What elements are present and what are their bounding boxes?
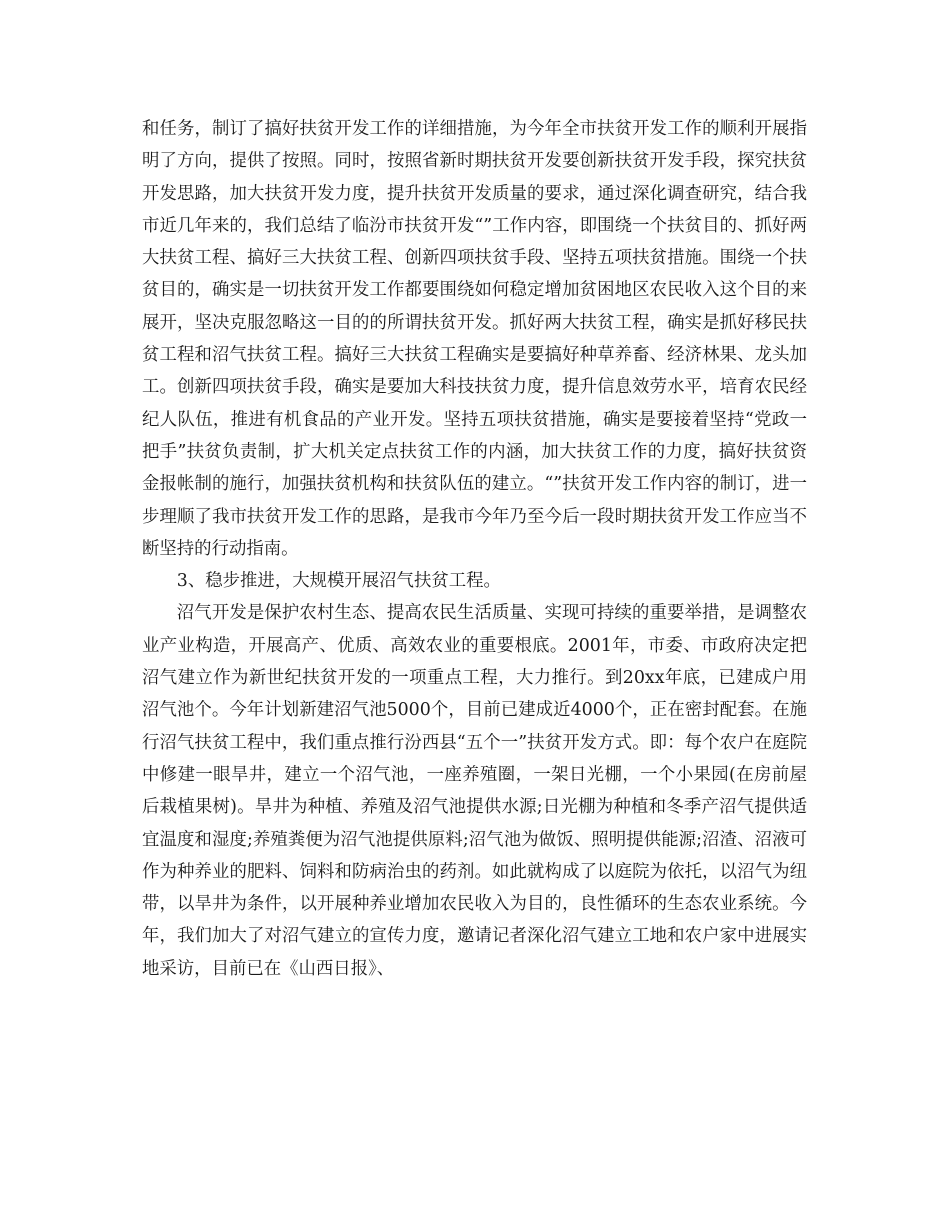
paragraph-3: 沼气开发是保护农村生态、提高农民生活质量、实现可持续的重要举措，是调整农业产业构造，开展高产、优质、高效农业的重要根底。2001年，市委、市政府决定把沼气建立作为新世纪扶贫开发的一项重点工程，大力推行。到20xx年底，已建成户用沼气池个。今年计划新建沼气池5000个，目前已建成近4000个，正在密封配套。在施行沼气扶贫工程中，我们重点推行汾西县“五个一”扶贫开发方式。即：每个农户在庭院中修建一眼旱井，建立一个沼气池，一座养殖圈，一架日光棚，一个小果园(在房前屋后栽植果树)。旱井为种植、养殖及沼气池提供水源;日光棚为种植和冬季产沼气提供适宜温度和湿度;养殖粪便为沼气池提供原料;沼气池为做饭、照明提供能源;沼渣、沼液可作为种养业的肥料、饲料和防病治虫的药剂。如此就构成了以庭院为依托，以沼气为纽带，以旱井为条件，以开展种养业增加农民收入为目的，良性循环的生态农业系统。今年，我们加大了对沼气建立的宣传力度，邀请记者深化沼气建立工地和农户家中进展实地采访，目前已在《山西日报》、	[142, 603, 807, 979]
section-heading-3: 3、稳步推进，大规模开展沼气扶贫工程。	[176, 571, 501, 592]
paragraph-1: 和任务，制订了搞好扶贫开发工作的详细措施，为今年全市扶贫开发工作的顺利开展指明了方向，提供了按照。同时，按照省新时期扶贫开发要创新扶贫开发手段，探究扶贫开发思路，加大扶贫开发力度，提升扶贫开发质量的要求，通过深化调查研究，结合我市近几年来的，我们总结了临汾市扶贫开发“”工作内容，即围绕一个扶贫目的、抓好两大扶贫工程、搞好三大扶贫工程、创新四项扶贫手段、坚持五项扶贫措施。围绕一个扶贫目的，确实是一切扶贫开发工作都要围绕如何稳定增加贫困地区农民收入这个目的来展开，坚决克服忽略这一目的的所谓扶贫开发。抓好两大扶贫工程，确实是抓好移民扶贫工程和沼气扶贫工程。搞好三大扶贫工程确实是要搞好种草养畜、经济林果、龙头加工。创新四项扶贫手段，确实是要加大科技扶贫力度，提升信息效劳水平，培育农民经纪人队伍，推进有机食品的产业开发。坚持五项扶贫措施，确实是要接着坚持“党政一把手”扶贫负责制，扩大机关定点扶贫工作的内涵，加大扶贫工作的力度，搞好扶贫资金报帐制的施行，加强扶贫机构和扶贫队伍的建立。“”扶贫开发工作内容的制订，进一步理顺了我市扶贫开发工作的思路，是我市今年乃至今后一段时期扶贫开发工作应当不断坚持的行动指南。	[142, 119, 807, 559]
document-body	[142, 113, 807, 985]
